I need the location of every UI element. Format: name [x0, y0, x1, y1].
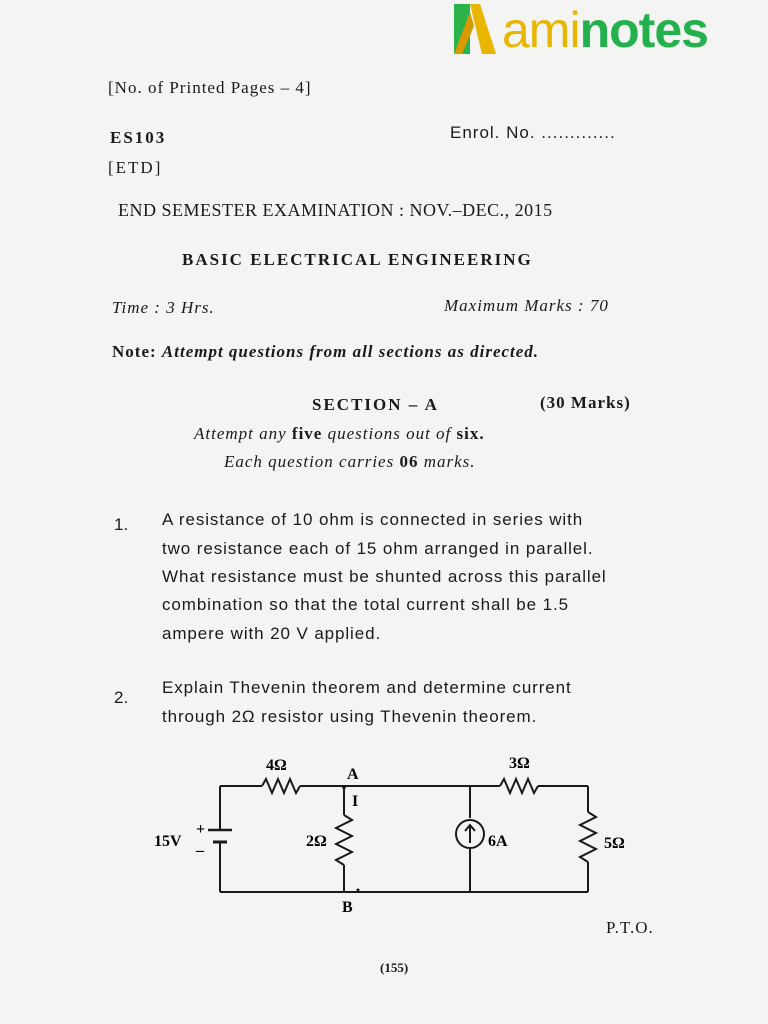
maximum-marks: Maximum Marks : 70: [444, 296, 609, 315]
note-text: Attempt questions from all sections as directed.: [161, 342, 540, 361]
resistor-4ohm-icon: [262, 779, 300, 793]
course-code: ES103: [110, 128, 167, 147]
label-6a: 6A: [488, 833, 508, 850]
label-node-a: A: [347, 766, 359, 783]
label-current-i: I: [352, 793, 359, 810]
label-3ohm: 3Ω: [509, 755, 530, 772]
node-b-dot: [357, 889, 360, 892]
question-line: two resistance each of 15 ohm arranged in parallel.: [162, 539, 594, 558]
time-allowed: Time : 3 Hrs.: [112, 298, 215, 317]
pto: P.T.O.: [606, 918, 654, 937]
section-a-marks: (30 Marks): [540, 393, 631, 412]
instr-text: questions out of: [327, 424, 452, 443]
logo-text-notes: notes: [579, 2, 708, 58]
instr-text: Each question carries: [224, 452, 395, 471]
question-line: A resistance of 10 ohm is connected in series with: [162, 510, 584, 529]
question-line: What resistance must be shunted across this parallel: [162, 567, 607, 586]
enrol-number: Enrol. No. .............: [450, 123, 616, 142]
label-plus: +: [196, 821, 206, 838]
exam-title: END SEMESTER EXAMINATION : NOV.–DEC., 2015: [118, 200, 553, 220]
label-5ohm: 5Ω: [604, 835, 625, 852]
resistor-3ohm-icon: [500, 779, 538, 793]
instr-emph: five: [291, 424, 323, 443]
page-code: (155): [380, 960, 409, 975]
instr-text: Attempt any: [194, 424, 287, 443]
instr-emph: six.: [456, 424, 485, 443]
label-2ohm: 2Ω: [306, 833, 327, 850]
printed-pages: [No. of Printed Pages – 4]: [108, 78, 312, 97]
question-number: 1.: [114, 515, 129, 534]
note-label: Note:: [112, 342, 157, 361]
logo-text-ami: ami: [502, 2, 580, 58]
question-line: Explain Thevenin theorem and determine current: [162, 678, 572, 697]
label-minus: –: [196, 842, 204, 859]
question-number: 2.: [114, 688, 129, 707]
subject-title: BASIC ELECTRICAL ENGINEERING: [182, 250, 533, 269]
resistor-5ohm-icon: [580, 812, 596, 862]
label-4ohm: 4Ω: [266, 757, 287, 774]
section-a-title: SECTION – A: [312, 395, 439, 414]
resistor-2ohm-icon: [336, 815, 352, 865]
branch-code: [ETD]: [108, 158, 163, 177]
node-a-dot: [342, 785, 346, 789]
label-node-b: B: [342, 899, 353, 916]
question-line: ampere with 20 V applied.: [162, 624, 382, 643]
question-line: through 2Ω resistor using Thevenin theorem.: [162, 707, 538, 726]
instr-emph: 06: [399, 452, 419, 471]
label-15v: 15V: [154, 833, 182, 850]
instr-text: marks.: [423, 452, 476, 471]
question-line: combination so that the total current shall be 1.5: [162, 595, 569, 614]
